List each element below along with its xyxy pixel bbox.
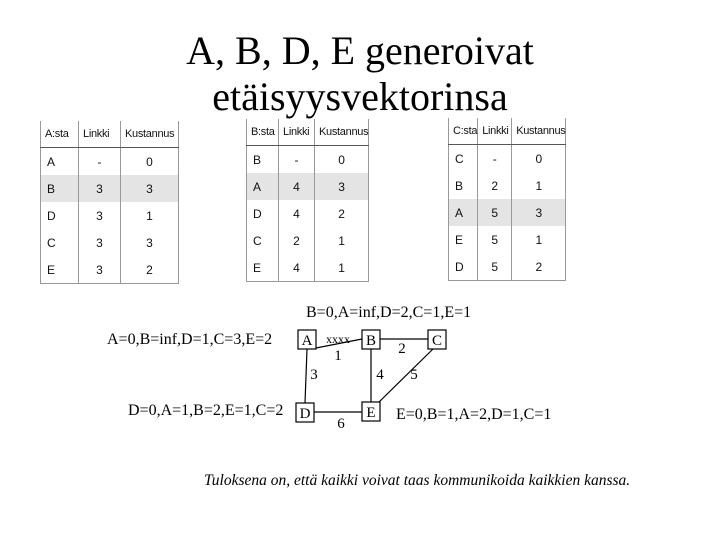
table-row [41,229,179,256]
node-c: C [431,333,443,349]
table-row [41,256,179,284]
table-cell: - [79,148,121,176]
table-cell: 4 [279,254,315,282]
table-row [247,200,369,227]
table-cell: - [279,146,315,174]
table-cell: D [253,206,262,221]
footer-note: Tuloksena on, että kaikki voivat taas kommunikoida kaikkien kanssa. [204,472,631,489]
table-row [41,148,179,176]
link-label-6: 6 [337,416,345,432]
table-header: Linkki [478,118,512,145]
table-row [247,254,369,282]
title-line-2: etäisyysvektorinsa [212,74,508,119]
table-header: B:sta [247,119,279,146]
table-cell: 3 [79,202,121,229]
table-cell: 3 [512,199,566,226]
link-label-1: 1 [334,348,342,364]
table-row-highlighted [41,175,179,202]
routing-table-b [246,119,369,282]
routing-table-c [448,118,566,281]
table-cell: A [47,154,56,169]
link-label-3: 3 [310,367,318,383]
table-row [449,172,566,199]
table-cell: 1 [315,227,369,254]
node-e: E [366,405,376,421]
table-cell: 3 [79,229,121,256]
table-cell: C [253,233,262,248]
slide-title [0,28,720,120]
table-cell: 5 [478,253,512,281]
table-cell: 2 [121,256,179,284]
distance-vector-a: A=0,B=inf,D=1,C=3,E=2 [107,331,273,348]
broken-link-mark: xxxx [326,332,350,346]
table-cell: 1 [315,254,369,282]
node-d: D [299,406,311,422]
table-cell: 4 [279,173,315,200]
table-cell: 4 [279,200,315,227]
table-cell: 3 [121,175,179,202]
table-cell: 5 [478,199,512,226]
table-cell: 3 [79,175,121,202]
link-label-5: 5 [410,367,418,383]
distance-vector-b: B=0,A=inf,D=2,C=1,E=1 [306,304,472,321]
table-cell: 1 [512,226,566,253]
node-b: B [365,333,377,349]
table-header: Kustannus [121,121,179,148]
distance-vector-d: D=0,A=1,B=2,E=1,C=2 [128,402,284,419]
table-cell: 2 [279,227,315,254]
table-row [41,202,179,229]
table-cell: C [455,151,464,166]
table-cell: 5 [478,226,512,253]
table-cell: 0 [121,148,179,176]
table-cell: - [478,145,512,173]
table-cell: 3 [315,173,369,200]
link-label-2: 2 [398,341,406,357]
table-header: Kustannus [512,118,566,145]
link-a-d [305,349,307,403]
table-header: C:sta [449,118,478,145]
table-cell: 2 [512,253,566,281]
table-cell: 1 [121,202,179,229]
table-cell: 2 [478,172,512,199]
table-cell: 2 [315,200,369,227]
link-label-4: 4 [376,367,384,383]
table-row [247,227,369,254]
table-cell: 0 [512,145,566,173]
table-cell: D [455,259,464,274]
table-row [247,146,369,174]
table-header: Kustannus [315,119,369,146]
routing-table-a [40,121,179,284]
table-cell: 3 [121,229,179,256]
table-cell: 1 [512,172,566,199]
table-cell: B [41,175,79,202]
table-cell: D [47,208,56,223]
table-cell: 0 [315,146,369,174]
table-header: A:sta [41,121,79,148]
table-cell: A [247,173,279,200]
table-header: Linkki [279,119,315,146]
table-cell: E [253,260,262,275]
table-cell: 3 [79,256,121,284]
table-row [449,226,566,253]
table-row-highlighted [449,199,566,226]
table-cell: E [47,262,56,277]
table-cell: C [47,235,56,250]
node-a: A [301,333,313,349]
table-cell: A [449,199,478,226]
table-row [449,145,566,173]
table-cell: B [455,178,464,193]
distance-vector-e: E=0,B=1,A=2,D=1,C=1 [396,406,552,423]
table-cell: E [455,232,464,247]
link-c-e [378,348,434,403]
table-header: Linkki [79,121,121,148]
table-row [449,253,566,281]
title-line-1: A, B, D, E generoivat [186,28,534,73]
table-cell: B [253,152,262,167]
table-row-highlighted [247,173,369,200]
